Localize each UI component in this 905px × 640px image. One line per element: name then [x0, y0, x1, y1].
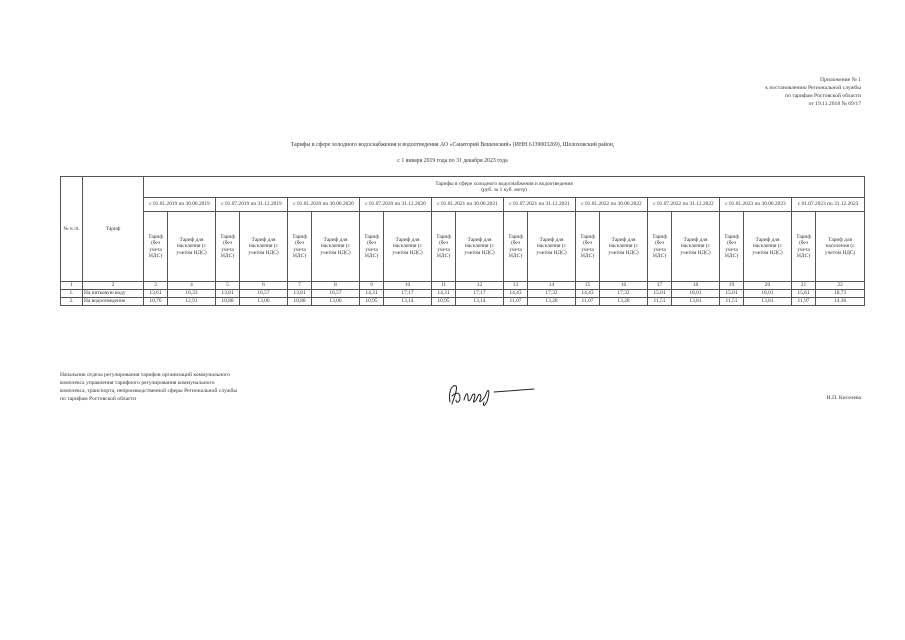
- column-number: 21: [792, 282, 816, 290]
- table-cell: 18,01: [672, 290, 720, 298]
- period-header: с 01.07.2019 по 31.12.2019: [216, 198, 288, 212]
- period-header: с 01.01.2019 по 30.06.2019: [144, 198, 216, 212]
- table-cell: 16,57: [240, 290, 288, 298]
- column-number: 3: [144, 282, 168, 290]
- appendix-line: от 19.11.2018 № 69/17: [808, 101, 861, 107]
- table-cell: 14,31: [432, 290, 456, 298]
- signer-name: И.П. Киселева: [826, 395, 861, 401]
- table-cell: 13,14: [384, 298, 432, 306]
- subheader-without-vat: Тариф (без учета НДС): [360, 212, 384, 282]
- column-number-row: [61, 282, 865, 290]
- subheader-population: Тариф для населения (с учетом НДС): [384, 212, 432, 282]
- subheader-population: Тариф для населения (с учетом НДС): [528, 212, 576, 282]
- document-title: Тарифы в сфере холодного водоснабжения и водоотведения АО «Санаторий Вешенский» (ИНН 6139003269), Шолоховский район,: [290, 142, 615, 148]
- table-cell: 13,28: [600, 298, 648, 306]
- table-cell: 11,97: [792, 298, 816, 306]
- subheader-population: Тариф для населения (с учетом НДС): [240, 212, 288, 282]
- subheader-population: Тариф для населения (с учетом НДС): [168, 212, 216, 282]
- row-number: 2.: [61, 298, 83, 306]
- subheader-population: Тариф для населения (с учетом НДС): [312, 212, 360, 282]
- table-cell: 10,88: [288, 298, 312, 306]
- subheader-row: [61, 212, 865, 282]
- table-cell: 10,95: [360, 298, 384, 306]
- table-cell: 11,07: [504, 298, 528, 306]
- period-header: с 01.07.2022 по 31.12.2022: [648, 198, 720, 212]
- table-cell: 13,81: [672, 298, 720, 306]
- table-cell: 14,36: [816, 298, 865, 306]
- handwritten-signature: [442, 378, 538, 410]
- subheader-population: Тариф для населения (с учетом НДС): [456, 212, 504, 282]
- appendix-block: [765, 76, 861, 108]
- column-number: 22: [816, 282, 865, 290]
- table-cell: 13,61: [144, 290, 168, 298]
- column-number: 7: [288, 282, 312, 290]
- table-cell: 17,32: [600, 290, 648, 298]
- table-cell: 17,17: [456, 290, 504, 298]
- subheader-without-vat: Тариф (без учета НДС): [288, 212, 312, 282]
- table-row: [61, 298, 865, 306]
- table-cell: 18,73: [816, 290, 865, 298]
- row-number: 1.: [61, 290, 83, 298]
- subheader-population: Тариф для населения (с учетом НДС): [744, 212, 792, 282]
- period-header: с 01.07.2020 по 31.12.2020: [360, 198, 432, 212]
- table-cell: 13,06: [240, 298, 288, 306]
- subheader-without-vat: Тариф (без учета НДС): [792, 212, 816, 282]
- table-cell: 10,88: [216, 298, 240, 306]
- column-number: 9: [360, 282, 384, 290]
- row-name: На питьевую воду: [83, 290, 144, 298]
- period-row: [61, 198, 865, 212]
- header-tariff: Тариф: [83, 177, 144, 282]
- position-line: комплекса управления тарифного регулирования коммунального: [60, 380, 215, 386]
- table-cell: 14,31: [360, 290, 384, 298]
- subheader-without-vat: Тариф (без учета НДС): [432, 212, 456, 282]
- header-group: [144, 177, 865, 198]
- column-number: 14: [528, 282, 576, 290]
- period-header: с 01.01.2023 по 30.06.2023: [720, 198, 792, 212]
- column-number: 17: [648, 282, 672, 290]
- table-cell: 16,57: [312, 290, 360, 298]
- table-cell: 11,51: [720, 298, 744, 306]
- column-number: 13: [504, 282, 528, 290]
- column-number: 1: [61, 282, 83, 290]
- table-cell: 13,81: [744, 298, 792, 306]
- subheader-without-vat: Тариф (без учета НДС): [504, 212, 528, 282]
- position-line: комплекса, транспорта, непроизводственной сферы Региональной службы: [60, 388, 238, 394]
- position-line: по тарифам Ростовской области: [60, 396, 136, 402]
- column-number: 19: [720, 282, 744, 290]
- table-cell: 11,51: [648, 298, 672, 306]
- document-subtitle: с 1 января 2019 года по 31 декабря 2023 года: [397, 158, 508, 164]
- table-cell: 16,33: [168, 290, 216, 298]
- column-number: 16: [600, 282, 648, 290]
- period-header: с 01.01.2020 по 30.06.2020: [288, 198, 360, 212]
- period-header: с 01.07.2023 по 31.12.2023: [792, 198, 865, 212]
- table-cell: 15,61: [792, 290, 816, 298]
- table-cell: 18,01: [744, 290, 792, 298]
- tariff-table: [60, 176, 865, 306]
- header-group-line1: Тарифы в сфере холодного водоснабжения и водоотведения: [435, 180, 573, 187]
- column-number: 5: [216, 282, 240, 290]
- column-number: 6: [240, 282, 288, 290]
- table-cell: 14,43: [576, 290, 600, 298]
- period-header: с 01.01.2022 по 30.06.2022: [576, 198, 648, 212]
- table-cell: 13,81: [216, 290, 240, 298]
- subheader-without-vat: Тариф (без учета НДС): [648, 212, 672, 282]
- table-cell: 13,28: [528, 298, 576, 306]
- table-cell: 10,95: [432, 298, 456, 306]
- column-number: 18: [672, 282, 720, 290]
- column-number: 10: [384, 282, 432, 290]
- column-number: 2: [83, 282, 144, 290]
- subheader-without-vat: Тариф (без учета НДС): [216, 212, 240, 282]
- subheader-without-vat: Тариф (без учета НДС): [144, 212, 168, 282]
- table-cell: 13,81: [288, 290, 312, 298]
- table-cell: 12,91: [168, 298, 216, 306]
- position-line: Начальник отдела регулирования тарифов организаций коммунального: [60, 372, 230, 378]
- table-cell: 13,14: [456, 298, 504, 306]
- appendix-line: по тарифам Ростовской области: [785, 93, 861, 99]
- table-cell: 11,07: [576, 298, 600, 306]
- column-number: 8: [312, 282, 360, 290]
- table-cell: 15,01: [648, 290, 672, 298]
- column-number: 11: [432, 282, 456, 290]
- table-row: [61, 290, 865, 298]
- subheader-population: Тариф для населения (с учетом НДС): [600, 212, 648, 282]
- table-cell: 15,01: [720, 290, 744, 298]
- table-cell: 14,43: [504, 290, 528, 298]
- subheader-without-vat: Тариф (без учета НДС): [720, 212, 744, 282]
- table-cell: 17,32: [528, 290, 576, 298]
- table-cell: 10,76: [144, 298, 168, 306]
- column-number: 15: [576, 282, 600, 290]
- appendix-line: к постановлению Региональной службы: [765, 85, 861, 91]
- subheader-population: Тариф для населения (с учетом НДС): [672, 212, 720, 282]
- subheader-population: Тариф для населения (с учетом НДС): [816, 212, 865, 282]
- column-number: 20: [744, 282, 792, 290]
- table-cell: 17,17: [384, 290, 432, 298]
- table-cell: 13,06: [312, 298, 360, 306]
- column-number: 12: [456, 282, 504, 290]
- signatory-position: [60, 371, 300, 403]
- header-no: № п./п.: [61, 177, 83, 282]
- row-name: На водоотведение: [83, 298, 144, 306]
- period-header: с 01.01.2021 по 30.06.2021: [432, 198, 504, 212]
- period-header: с 01.07.2021 по 31.12.2021: [504, 198, 576, 212]
- subheader-without-vat: Тариф (без учета НДС): [576, 212, 600, 282]
- header-group-line2: (руб. за 1 куб. метр): [481, 187, 527, 193]
- appendix-line: Приложение № 1: [820, 77, 861, 83]
- column-number: 4: [168, 282, 216, 290]
